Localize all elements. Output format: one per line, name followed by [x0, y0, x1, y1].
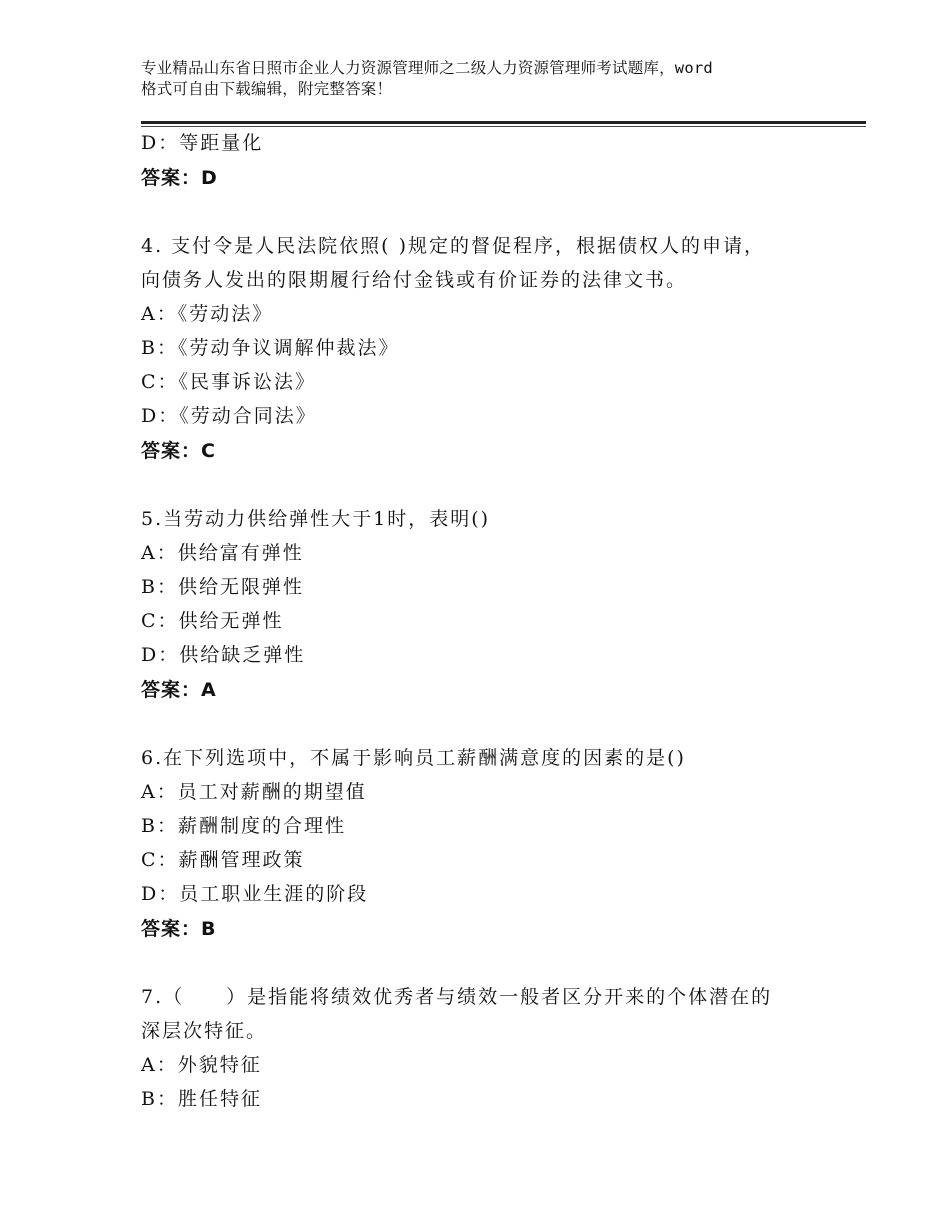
header-line-2: 格式可自由下载编辑，附完整答案！ [141, 80, 393, 98]
q3-answer: 答案：D [141, 167, 218, 189]
q6-option-a: A：员工对薪酬的期望值 [141, 781, 367, 803]
q5-stem: 5.当劳动力供给弹性大于1时，表明() [141, 508, 491, 530]
q6-answer: 答案：B [141, 918, 217, 940]
q4-option-d: D：《劳动合同法》 [141, 405, 317, 427]
q6-option-b: B：薪酬制度的合理性 [141, 815, 346, 837]
document-header [141, 58, 841, 100]
q6-option-c: C：薪酬管理政策 [141, 849, 305, 871]
q3-option-d: D：等距量化 [141, 132, 264, 154]
q4-option-a: A：《劳动法》 [141, 303, 274, 325]
q7-stem-line-2: 深层次特征。 [141, 1020, 268, 1042]
q7-option-b: B：胜任特征 [141, 1088, 262, 1110]
header-line-1: 专业精品山东省日照市企业人力资源管理师之二级人力资源管理师考试题库，word [141, 59, 713, 77]
header-rule-thin [141, 126, 866, 127]
q4-stem-line-2: 向债务人发出的限期履行给付金钱或有价证券的法律文书。 [141, 269, 688, 291]
header-rule-thick [141, 121, 866, 124]
q4-option-b: B：《劳动争议调解仲裁法》 [141, 337, 400, 359]
q7-stem-line-1: 7.（ ）是指能将绩效优秀者与绩效一般者区分开来的个体潜在的 [141, 986, 773, 1008]
q7-option-a: A：外貌特征 [141, 1054, 262, 1076]
q5-option-b: B：供给无限弹性 [141, 576, 304, 598]
q4-stem-line-1: 4. 支付令是人民法院依照( )规定的督促程序，根据债权人的申请， [141, 235, 766, 257]
q4-answer: 答案：C [141, 440, 216, 462]
q5-option-a: A：供给富有弹性 [141, 542, 304, 564]
q6-stem: 6.在下列选项中，不属于影响员工薪酬满意度的因素的是() [141, 747, 686, 769]
q6-option-d: D：员工职业生涯的阶段 [141, 883, 369, 905]
q5-option-d: D：供给缺乏弹性 [141, 644, 306, 666]
q4-option-c: C：《民事诉讼法》 [141, 371, 317, 393]
q5-option-c: C：供给无弹性 [141, 610, 284, 632]
q5-answer: 答案：A [141, 679, 217, 701]
